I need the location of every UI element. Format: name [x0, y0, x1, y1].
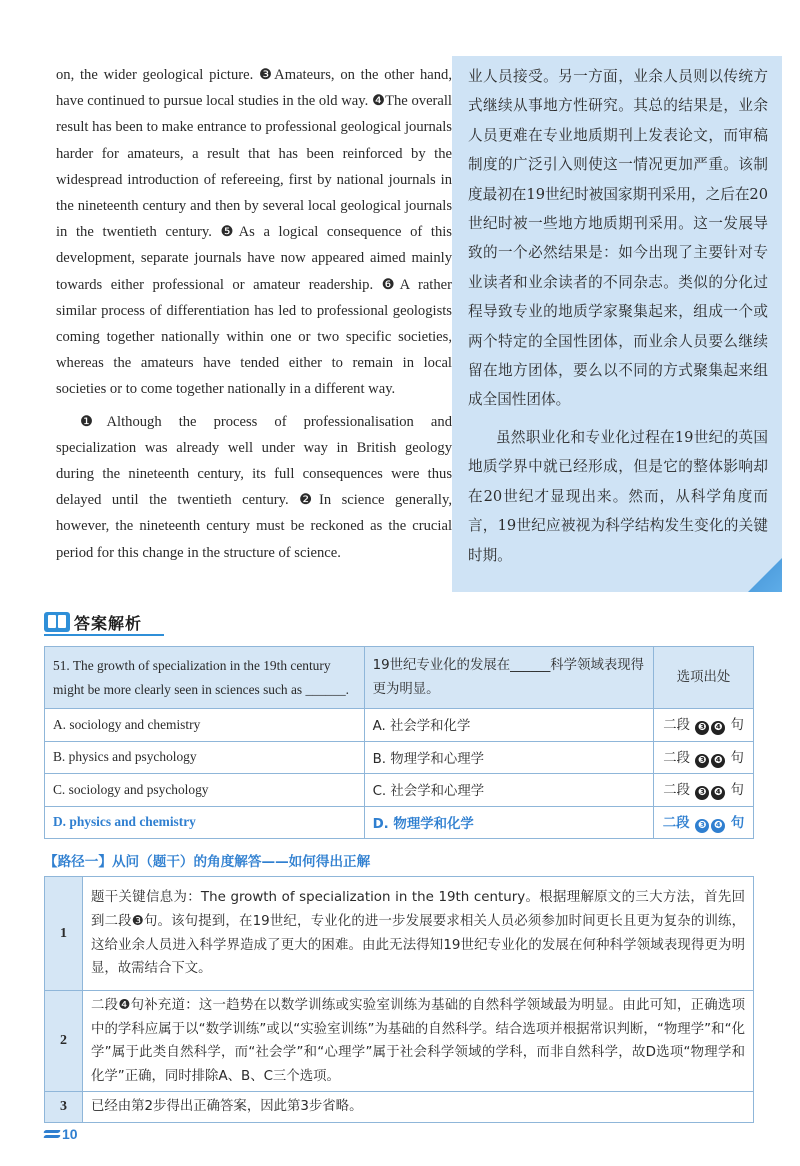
- page-stripes-icon: [44, 1129, 60, 1139]
- step-row: [45, 877, 754, 991]
- source-header: 选项出处: [654, 647, 754, 709]
- english-paragraph-2-text: Although the process of professionalisation and specialization was already well under way in British geology during the nineteenth century, its full consequences were thus delayed until the twentieth century. ❷In science generally, however, the nineteenth century must be reckoned as the crucial period for this change in the structure of science.: [56, 413, 452, 561]
- sentence-number: ❹: [711, 721, 725, 735]
- option-english: A. sociology and chemistry: [45, 709, 365, 742]
- section-underline: [44, 634, 164, 636]
- option-row: [45, 741, 754, 774]
- section-header: [44, 610, 142, 634]
- passage-block: [44, 56, 782, 592]
- source-sentence-label: 句: [730, 783, 744, 799]
- sentence-number: ❹: [711, 786, 725, 800]
- option-english: D. physics and chemistry: [45, 806, 365, 839]
- step-number: 2: [45, 991, 83, 1092]
- step-number: 3: [45, 1092, 83, 1123]
- step-number: 1: [45, 877, 83, 991]
- step-row: [45, 991, 754, 1092]
- chinese-paragraph-2: 虽然职业化和专业化过程在19世纪的英国地质学界中就已经形成，但是它的整体影响却在20世纪才显现出来。然而，从科学角度而言，19世纪应被视为科学结构发生变化的关键时期。: [468, 428, 768, 564]
- section-title: 答案解析: [74, 613, 143, 633]
- option-chinese: D. 物理学和化学: [364, 806, 654, 839]
- english-paragraph-1: on, the wider geological picture. ❸Amateurs, on the other hand, have continued to pursue local studies in the old way. ❹The overall result has been to make entrance to professional geological journals harder for amateurs, a result that has been reinforced by the widespread introduction of refereeing, first by national journals in the nineteenth century and then by several local geological journals in the twentieth century. ❺As a logical consequence of this development, separate journals have now appeared aimed mainly towards either professional or amateur readership. ❻A rather similar process of differentiation has led to professional geologists coming together nationally within one or two specific societies, whereas the amateurs have tended either to remain in local societies or to come together nationally in a different way.: [56, 67, 452, 398]
- sentence-number: ❸: [695, 786, 709, 800]
- source-paragraph: 二段: [663, 783, 690, 799]
- option-source: [654, 806, 754, 839]
- sentence-number: ❸: [695, 754, 709, 768]
- route-label: 【路径一】从问（题干）的角度解答——如何得出正解: [44, 854, 371, 870]
- chinese-paragraph-1: 业人员接受。另一方面，业余人员则以传统方式继续从事地方性研究。其总的结果是，业余人员更难在专业地质期刊上发表论文，而审稿制度的广泛引入则使这一情况更加严重。该制度最初在19世纪时被国家期刊采用，之后在20世纪时被一些地方地质期刊采用。这一发展导致的一个必然结果是：如今出现了主要针对专业读者和业余读者的不同杂志。类似的分化过程导致专业的地质学家聚集起来，组成一个或两个特定的全国性团体，而业余人员要么继续留在地方团体，要么以不同的方式聚集起来组成全国性团体。: [468, 68, 768, 409]
- option-row: [45, 709, 754, 742]
- english-passage: [44, 56, 452, 592]
- page-footer: [44, 1126, 78, 1142]
- sentence-marker: ❶: [80, 413, 107, 430]
- sentence-number: ❹: [711, 754, 725, 768]
- sentence-number: ❸: [695, 819, 709, 833]
- option-row-correct: [45, 806, 754, 839]
- option-chinese: B. 物理学和心理学: [364, 741, 654, 774]
- option-chinese: A. 社会学和化学: [364, 709, 654, 742]
- sentence-number: ❸: [695, 721, 709, 735]
- source-paragraph: 二段: [662, 815, 690, 831]
- option-chinese: C. 社会学和心理学: [364, 774, 654, 807]
- step-row: [45, 1092, 754, 1123]
- sentence-number: ❹: [711, 819, 725, 833]
- question-chinese: 19世纪专业化的发展在______科学领域表现得更为明显。: [364, 647, 654, 709]
- source-sentence-label: 句: [730, 815, 745, 831]
- answer-table-header: [45, 647, 754, 709]
- step-text: 题干关键信息为：The growth of specialization in the 19th century。根据理解原文的三大方法，首先回到二段❸句。该句提到，在19世纪，专业化的进一步发展要求相关人员必须参加时间更长且更为复杂的训练，这给业余人员进入科学界造成了更大的困难。由此无法得知19世纪专业化的发展在何种科学领域表现得更为明显，故需结合下文。: [83, 877, 754, 991]
- solution-steps-table: [44, 876, 754, 1123]
- book-icon: [44, 612, 70, 632]
- source-sentence-label: 句: [730, 718, 744, 734]
- option-english: C. sociology and psychology: [45, 774, 365, 807]
- step-text: 已经由第2步得出正确答案，因此第3步省略。: [83, 1092, 754, 1123]
- source-sentence-label: 句: [730, 750, 744, 766]
- step-text: 二段❹句补充道：这一趋势在以数学训练或实验室训练为基础的自然科学领域最为明显。由此可知，正确选项中的学科应属于以“数学训练”或以“实验室训练”为基础的自然科学。结合选项并根据常识判断，“物理学”和“化学”属于此类自然科学，而“社会学”和“心理学”属于社会科学领域的学科，而非自然科学，故D选项“物理学和化学”正确，同时排除A、B、C三个选项。: [83, 991, 754, 1092]
- question-english: 51. The growth of specialization in the 19th century might be more clearly seen in sciences such as ______.: [45, 647, 365, 709]
- option-english: B. physics and psychology: [45, 741, 365, 774]
- source-paragraph: 二段: [663, 718, 690, 734]
- option-row: [45, 774, 754, 807]
- option-source: [654, 709, 754, 742]
- chinese-translation: [452, 56, 782, 592]
- answer-table: [44, 646, 754, 839]
- source-paragraph: 二段: [663, 750, 690, 766]
- page-number: 10: [62, 1126, 78, 1142]
- english-paragraph-2: [56, 409, 452, 566]
- option-source: [654, 774, 754, 807]
- option-source: [654, 741, 754, 774]
